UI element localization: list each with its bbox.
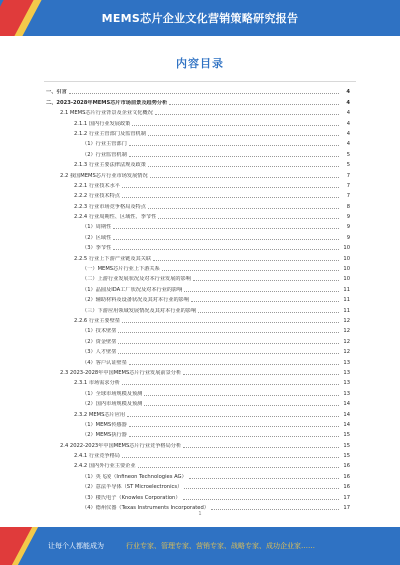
toc-entry-title: （一）MEMS芯片行业上下游关系 <box>82 266 160 273</box>
toc-entry-page: 11 <box>343 286 350 293</box>
toc-entry[interactable] <box>46 366 350 376</box>
toc-leader-dots <box>127 415 339 417</box>
toc-entry-page: 7 <box>346 182 350 189</box>
toc-entry[interactable] <box>46 251 350 261</box>
toc-entry-page: 12 <box>343 349 350 356</box>
toc-entry-title: （2）行业监管机制 <box>82 151 127 158</box>
toc-leader-dots <box>118 352 339 354</box>
toc-entry-page: 10 <box>343 276 350 283</box>
toc-entry-title: 2.2.1 行业技术水平 <box>74 182 120 189</box>
toc-leader-dots <box>153 259 339 261</box>
toc-entry[interactable] <box>46 334 350 344</box>
toc-leader-dots <box>122 321 339 323</box>
toc-leader-dots <box>150 176 339 178</box>
toc-entry-title: 2.2.3 行业市场竞争格局及特点 <box>74 203 146 210</box>
toc-leader-dots <box>169 103 339 105</box>
toc-entry-title: 2.1.2 行业主管部门及监管机制 <box>74 130 146 137</box>
toc-entry-title: 二、2023-2028年MEMS芯片市场前景及趋势分析 <box>46 99 168 106</box>
toc-entry-page: 4 <box>346 120 350 127</box>
toc-entry[interactable] <box>46 262 350 272</box>
toc-entry-title: 2.1.1 国内行业发展政策 <box>74 120 131 127</box>
toc-entry-page: 10 <box>343 266 350 273</box>
toc-entry-page: 4 <box>346 110 350 117</box>
toc-leader-dots <box>183 373 339 375</box>
toc-heading: 内容目录 <box>176 57 224 70</box>
toc-entry-page: 4 <box>346 89 350 96</box>
toc-leader-dots <box>122 456 339 458</box>
toc-entry-page: 4 <box>346 99 350 106</box>
toc-leader-dots <box>129 363 339 365</box>
toc-entry-page: 13 <box>343 369 350 376</box>
toc-leader-dots <box>191 300 339 302</box>
toc-entry[interactable] <box>46 199 350 209</box>
toc-entry-page: 14 <box>343 421 350 428</box>
toc-entry-page: 9 <box>346 224 350 231</box>
toc-leader-dots <box>129 155 339 157</box>
report-title: MEMS芯片企业文化营销策略研究报告 <box>101 12 299 25</box>
toc-entry-page: 12 <box>343 328 350 335</box>
toc-entry[interactable] <box>46 85 350 95</box>
toc-leader-dots <box>69 92 339 94</box>
toc-leader-dots <box>113 248 339 250</box>
toc-entry[interactable] <box>46 106 350 116</box>
toc-entry[interactable] <box>46 490 350 500</box>
toc-entry-page: 13 <box>343 380 350 387</box>
toc-entry-page: 16 <box>343 473 350 480</box>
toc-entry-page: 15 <box>343 432 350 439</box>
toc-entry[interactable] <box>46 428 350 438</box>
toc-entry-page: 15 <box>343 442 350 449</box>
toc-entry-page: 16 <box>343 484 350 491</box>
toc-leader-dots <box>122 383 339 385</box>
toc-entry-title: 2.3.1 市场需求分析 <box>74 380 120 387</box>
toc-entry-title: 2.3.2 MEMS芯片应用 <box>74 411 126 418</box>
toc-divider <box>44 81 356 82</box>
toc-entry[interactable] <box>46 116 350 126</box>
toc-entry[interactable] <box>46 449 350 459</box>
toc-entry[interactable] <box>46 282 350 292</box>
toc-entry-title: 2.2.2 行业技术特点 <box>74 193 120 200</box>
footer-slogan: 让每个人都能成为 <box>48 542 104 550</box>
toc-entry-title: 2.2.5 行业上下游产业链及其关联 <box>74 255 152 262</box>
toc-entry-title: 2.1.3 行业主要法律法规及政策 <box>74 162 146 169</box>
toc-entry-page: 16 <box>343 463 350 470</box>
toc-entry[interactable] <box>46 95 350 105</box>
toc-leader-dots <box>184 487 339 489</box>
toc-leader-dots <box>184 290 339 292</box>
toc-entry-title: （1）晶圆及IDA工厂状况及对本行业的影响 <box>82 286 183 293</box>
toc-entry-title: 2.2.6 行业主要壁垒 <box>74 317 120 324</box>
toc-entry[interactable] <box>46 418 350 428</box>
toc-leader-dots <box>138 466 339 468</box>
toc-entry-page: 4 <box>346 141 350 148</box>
toc-entry[interactable] <box>46 386 350 396</box>
toc-entry-page: 10 <box>343 245 350 252</box>
toc-leader-dots <box>162 269 339 271</box>
toc-entry-page: 5 <box>346 151 350 158</box>
toc-entry-title: （三）下游应用领域发展情况及其对本行业的影响 <box>82 307 197 314</box>
toc-entry-page: 17 <box>343 505 350 512</box>
toc-entry-page: 12 <box>343 317 350 324</box>
toc-entry[interactable] <box>46 272 350 282</box>
toc-entry-page: 13 <box>343 390 350 397</box>
toc-entry[interactable] <box>46 469 350 479</box>
toc-entry-page: 7 <box>346 172 350 179</box>
toc-leader-dots <box>193 279 339 281</box>
toc-entry[interactable] <box>46 241 350 251</box>
toc-entry[interactable] <box>46 179 350 189</box>
toc-entry[interactable] <box>46 158 350 168</box>
toc-entry-page: 8 <box>346 203 350 210</box>
toc-entry[interactable] <box>46 345 350 355</box>
toc-entry[interactable] <box>46 376 350 386</box>
toc-leader-dots <box>211 508 339 510</box>
toc-entry-title: 2.4.1 行业竞争格局 <box>74 453 120 460</box>
footer-banner <box>0 527 400 565</box>
toc-entry[interactable] <box>46 168 350 178</box>
toc-entry-page: 9 <box>346 214 350 221</box>
toc-entry-title: （2）国内市场规模及预测 <box>82 401 143 408</box>
toc-entry-title: （4）客户认证壁垒 <box>82 359 127 366</box>
toc-entry-title: 一、引言 <box>46 89 67 96</box>
toc-entry-title: （2）MEMS执行器 <box>82 432 127 439</box>
toc-entry-page: 13 <box>343 359 350 366</box>
toc-entry-title: （1）周期性 <box>82 224 112 231</box>
toc-entry[interactable] <box>46 459 350 469</box>
toc-entry[interactable] <box>46 438 350 448</box>
toc-entry[interactable] <box>46 501 350 511</box>
toc-entry[interactable] <box>46 127 350 137</box>
toc-leader-dots <box>183 446 339 448</box>
toc-entry-title: 2.2 我国MEMS芯片行业市场发展情况 <box>60 172 148 179</box>
toc-leader-dots <box>113 238 339 240</box>
toc-entry-title: （2）资金壁垒 <box>82 338 117 345</box>
toc-leader-dots <box>183 498 339 500</box>
toc-entry[interactable] <box>46 147 350 157</box>
toc-entry[interactable] <box>46 324 350 334</box>
toc-entry-title: （2）区域性 <box>82 234 112 241</box>
header-banner <box>0 0 400 36</box>
toc-entry-page: 15 <box>343 453 350 460</box>
toc-entry-title: （1）MEMS传感器 <box>82 421 127 428</box>
toc-entry[interactable] <box>46 220 350 230</box>
toc-entry-title: （3）季节性 <box>82 245 112 252</box>
toc-leader-dots <box>148 165 339 167</box>
toc-leader-dots <box>132 124 339 126</box>
toc-entry-title: （3）楼氏电子（Knowles Corporation） <box>82 494 181 501</box>
toc-entry-title: 2.1 MEMS芯片行业背景及企业文化概况 <box>60 110 153 117</box>
toc-entry[interactable] <box>46 137 350 147</box>
toc-leader-dots <box>118 342 339 344</box>
toc-entry[interactable] <box>46 355 350 365</box>
toc-entry-title: （二）上游行业发展状况及对本行业发展的影响 <box>82 276 191 283</box>
toc-entry[interactable] <box>46 397 350 407</box>
toc-entry-title: （1）技术壁垒 <box>82 328 117 335</box>
toc-entry-title: （1）全球市场规模及预测 <box>82 390 143 397</box>
toc-leader-dots <box>144 404 339 406</box>
toc-entry-page: 12 <box>343 338 350 345</box>
toc-leader-dots <box>148 134 339 136</box>
toc-leader-dots <box>113 227 339 229</box>
footer-roles: 行业专家、管理专家、营销专家、战略专家、成功企业家…… <box>126 542 315 550</box>
toc-entry-title: （1）行业主管部门 <box>82 141 127 148</box>
toc-leader-dots <box>122 186 339 188</box>
toc-leader-dots <box>122 196 339 198</box>
table-of-contents <box>46 85 350 511</box>
toc-leader-dots <box>198 311 339 313</box>
toc-entry[interactable] <box>46 314 350 324</box>
toc-entry[interactable] <box>46 480 350 490</box>
toc-entry-title: 2.4.2 国内外行业主要企业 <box>74 463 136 470</box>
toc-entry-page: 7 <box>346 193 350 200</box>
toc-entry-page: 11 <box>343 307 350 314</box>
toc-entry-title: （4）德州仪器（Texas Instruments Incorporated） <box>82 505 209 512</box>
toc-entry-title: （2）辅助材料及设备状况及其对本行业的影响 <box>82 297 190 304</box>
toc-entry-page: 14 <box>343 411 350 418</box>
toc-leader-dots <box>118 331 339 333</box>
toc-leader-dots <box>129 144 339 146</box>
toc-entry-title: 2.3 2023-2028年中国MEMS芯片行业发展前景分析 <box>60 369 182 376</box>
toc-entry-title: （3）人才壁垒 <box>82 349 117 356</box>
toc-entry[interactable] <box>46 303 350 313</box>
toc-leader-dots <box>155 113 339 115</box>
toc-leader-dots <box>129 435 339 437</box>
toc-leader-dots <box>129 425 339 427</box>
toc-entry-title: （2）意法半导体（ST Microelectronics） <box>82 484 183 491</box>
toc-entry-page: 14 <box>343 401 350 408</box>
toc-entry-title: 2.4 2022-2023年中国MEMS芯片行业竞争格局分析 <box>60 442 182 449</box>
toc-entry-page: 17 <box>343 494 350 501</box>
toc-entry[interactable] <box>46 189 350 199</box>
toc-entry-title: 2.2.4 行业周期性、区域性、季节性 <box>74 214 157 221</box>
toc-leader-dots <box>189 477 339 479</box>
toc-entry[interactable] <box>46 293 350 303</box>
toc-entry[interactable] <box>46 230 350 240</box>
toc-entry-page: 9 <box>346 234 350 241</box>
page-number: 1 <box>198 511 202 517</box>
toc-entry-page: 4 <box>346 130 350 137</box>
toc-leader-dots <box>148 207 339 209</box>
toc-entry-page: 11 <box>343 297 350 304</box>
toc-leader-dots <box>158 217 339 219</box>
toc-entry-page: 10 <box>343 255 350 262</box>
toc-entry[interactable] <box>46 210 350 220</box>
toc-entry-page: 5 <box>346 162 350 169</box>
toc-entry-title: （1）英飞凌（Infineon Technologies AG） <box>82 473 187 480</box>
toc-leader-dots <box>144 394 339 396</box>
toc-entry[interactable] <box>46 407 350 417</box>
